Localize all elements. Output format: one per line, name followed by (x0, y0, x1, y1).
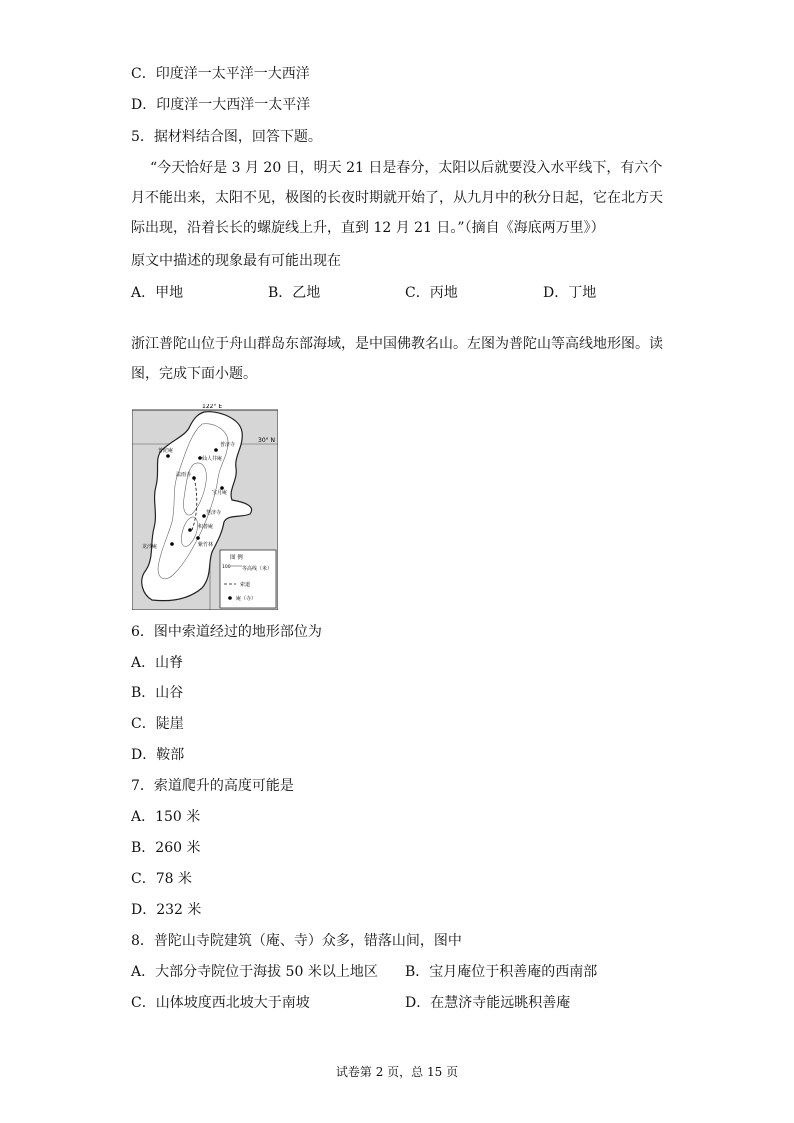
legend-cableway: 索道 (240, 582, 251, 588)
q8-option-a: A．大部分寺院位于海拔 50 米以上地区 (131, 964, 378, 980)
page-footer: 试卷第 2 页，总 15 页 (335, 1065, 459, 1079)
place-label: 龙沙庵 (142, 544, 158, 550)
place-label: 普陀庵 (158, 448, 174, 454)
q5-option-a: A．甲地 (131, 285, 184, 301)
q6-option-b: B．山谷 (131, 685, 184, 701)
intro-line-2: 图，完成下面小题。 (131, 366, 257, 382)
place-label: 仙人井庵 (202, 456, 223, 462)
q5-quote-line-2: 月不能出来，太阳不见，极图的长夜时期就开始了，从九月中的秋分日起，它在北方天 (131, 190, 663, 206)
q5-stem: 5．据材料结合图，回答下题。 (131, 129, 322, 145)
temple-dot (166, 454, 170, 458)
q7-option-a: A．150 米 (131, 809, 201, 825)
legend-temple: 庵（寺） (236, 596, 257, 602)
q8-option-d: D．在慧济寺能远眺积善庵 (405, 995, 571, 1011)
place-label: 宝月庵 (212, 490, 228, 496)
q7-stem: 7．索道爬升的高度可能是 (131, 778, 294, 794)
lon-label: 122° E (202, 404, 223, 410)
place-label: 积善庵 (198, 524, 214, 530)
q8-option-b: B．宝月庵位于积善庵的西南部 (405, 964, 598, 980)
q6-option-a: A．山脊 (131, 655, 184, 671)
map-svg (132, 404, 278, 610)
q7-option-b: B．260 米 (131, 840, 201, 856)
q4-option-c: C．印度洋一太平洋一大西洋 (131, 66, 310, 82)
intro-line-1: 浙江普陀山位于舟山群岛东部海域，是中国佛教名山。左图为普陀山等高线地形图。读 (131, 336, 663, 352)
q7-option-d: D．232 米 (131, 902, 202, 918)
q6-option-c: C．陡崖 (131, 716, 184, 732)
temple-dot (214, 448, 218, 452)
putuo-contour-map (132, 404, 278, 610)
q8-stem: 8．普陀山寺院建筑（庵、寺）众多，错落山间，图中 (131, 933, 462, 949)
temple-dot (192, 476, 196, 480)
q5-option-d: D．丁地 (543, 285, 597, 301)
q5-question: 原文中描述的现象最有可能出现在 (131, 253, 341, 269)
temple-dot (188, 528, 192, 532)
lat-label: 30° N (258, 437, 276, 444)
q6-option-d: D．鞍部 (131, 747, 185, 763)
legend-temple-symbol (228, 596, 232, 600)
temple-dot (170, 542, 174, 546)
place-label: 法雨寺 (176, 472, 192, 478)
legend-title: 图 例 (230, 555, 243, 561)
q4-option-d: D．印度洋一大西洋一太平洋 (131, 97, 311, 113)
q5-quote-line-3: 际出现，沿着长长的螺旋线上升，直到 12 月 21 日。”（摘自《海底两万里》） (131, 220, 605, 236)
q7-option-c: C．78 米 (131, 871, 192, 887)
place-label: 慧济寺 (206, 510, 222, 516)
temple-dot (196, 536, 200, 540)
legend-contour-value: 100 (222, 565, 231, 570)
place-label: 紫竹林 (198, 542, 214, 548)
legend-contour: 等高线（米） (242, 566, 273, 572)
q8-option-c: C．山体坡度西北坡大于南坡 (131, 995, 310, 1011)
q5-option-c: C．丙地 (405, 285, 458, 301)
q5-quote-line-1: “今天恰好是 3 月 20 日，明天 21 日是春分，太阳以后就要没入水平线下，有六个 (150, 160, 663, 176)
place-label: 普济寺 (220, 442, 236, 448)
q6-stem: 6．图中索道经过的地形部位为 (131, 624, 322, 640)
q5-option-b: B．乙地 (268, 285, 321, 301)
